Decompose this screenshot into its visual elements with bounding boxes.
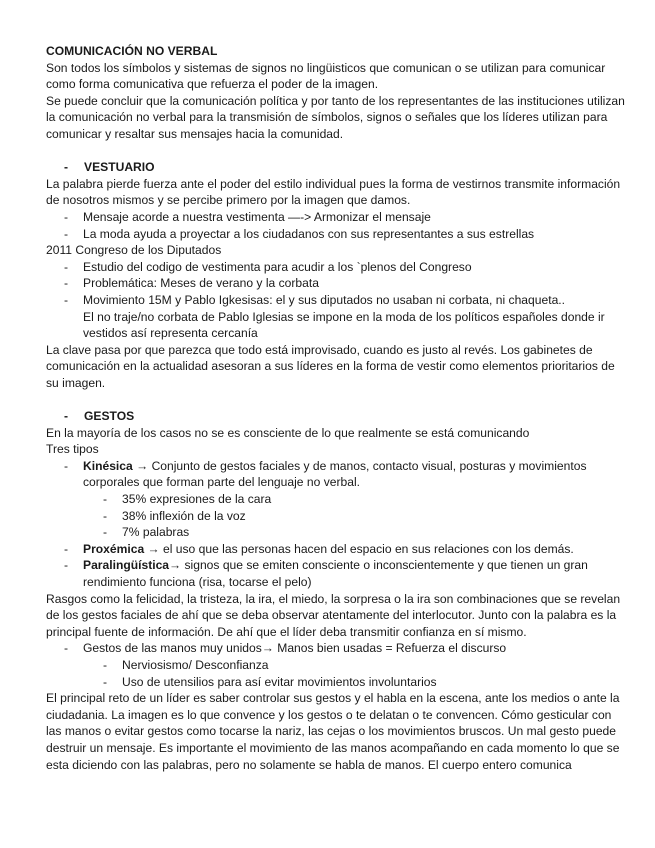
section-heading-vestuario — [46, 159, 626, 176]
vestuario-paragraph-1: La palabra pierde fuerza ante el poder del estilo individual pues la forma de vestirnos transmite información de nosotros mismos y se percibe primero por la imagen que damos. — [46, 176, 621, 208]
heading-text: GESTOS — [84, 409, 135, 424]
list-item — [46, 292, 626, 309]
sub-list-item — [46, 508, 626, 525]
spacer — [46, 391, 626, 408]
list-item-proxemica — [46, 541, 626, 558]
list-dash: - — [103, 525, 108, 540]
list-dash: - — [64, 259, 69, 274]
term-kinesica: Kinésica — [83, 458, 133, 473]
list-dash: - — [64, 541, 69, 556]
sub-list-item — [46, 491, 626, 508]
gestos-paragraph-1: En la mayoría de los casos no se es consciente de lo que realmente se está comunicando — [46, 425, 530, 440]
list-dash: - — [64, 558, 69, 573]
list-item-text: Movimiento 15M y Pablo Igkesisas: el y sus diputados no usaban ni corbata, ni chaqueta.. — [83, 292, 566, 307]
term-paralinguistica: Paralingüística→ — [83, 558, 182, 573]
sub-list-item-text: Uso de utensilios para así evitar movimientos involuntarios — [122, 674, 437, 689]
list-item — [46, 275, 626, 292]
term-proxemica: Proxémica — [83, 541, 145, 556]
spacer — [46, 143, 626, 160]
list-dash: - — [64, 226, 69, 241]
list-item — [46, 209, 626, 226]
sub-list-item — [46, 657, 626, 674]
list-dash: - — [64, 276, 69, 291]
definition-paralinguistica: signos que se emiten consciente o inconscientemente y que tienen un gran rendimiento funciona (risa, tocarse el pelo) — [83, 558, 588, 589]
vestuario-year-line: 2011 Congreso de los Diputados — [46, 243, 222, 258]
list-item-text: Gestos de las manos muy unidos→ Manos bien usadas = Refuerza el discurso — [83, 641, 507, 656]
sub-list-item — [46, 674, 626, 691]
list-item-continuation: El no traje/no corbata de Pablo Iglesias se impone en la moda de los políticos españoles donde ir vestidos así representa cercanía — [83, 309, 605, 341]
list-item-kinesica — [46, 458, 626, 491]
list-dash: - — [103, 492, 108, 507]
section-heading-gestos — [46, 408, 626, 425]
list-dash: - — [64, 160, 69, 175]
gestos-tipos-label: Tres tipos — [46, 442, 99, 457]
gestos-paragraph-3: El principal reto de un líder es saber controlar sus gestos y el habla en la escena, ante los medios o ante la ciudadania. La imagen es lo que convence y los gestos o te delatan o te convencen. Cómo gesticular con las manos o evitar gestos como tocarse la nariz, las cejas o los movimientos bruscos. Un mal gesto puede destruir un mensaje. Es importante el movimiento de las manos acompañando en cada momento lo que se esta diciendo con las palabras, pero no solamente se habla de manos. El cuerpo entero comunica — [46, 691, 620, 772]
intro-paragraph-2: Se puede concluir que la comunicación política y por tanto de los representantes de las instituciones utilizan la comunicación no verbal para la transmisión de símbolos, signos o señales que los líderes utilizan para comunicar y resaltar sus mensajes hacia la comunidad. — [46, 93, 625, 141]
intro-paragraph-1: Son todos los símbolos y sistemas de signos no lingüisticos que comunican o se utilizan para comunicar como forma comunicativa que refuerza el poder de la imagen. — [46, 60, 606, 92]
sub-list-item-text: 7% palabras — [122, 525, 190, 540]
document-title: COMUNICACIÓN NO VERBAL — [46, 44, 218, 58]
list-item-paralinguistica — [46, 557, 626, 590]
list-item-text: Problemática: Meses de verano y la corbata — [83, 276, 319, 291]
vestuario-paragraph-2: La clave pasa por que parezca que todo está improvisado, cuando es justo al revés. Los gabinetes de comunicación en la actualidad asesoran a sus líderes en la forma de vestir como elementos prioritarios de su imagen. — [46, 342, 615, 390]
list-item-text: La moda ayuda a proyectar a los ciudadanos con sus representantes a sus estrellas — [83, 226, 535, 241]
definition-kinesica: → Conjunto de gestos faciales y de manos, contacto visual, posturas y movimientos corporales que forman parte del lenguaje no verbal. — [83, 458, 587, 490]
list-item — [46, 259, 626, 276]
list-item — [46, 226, 626, 243]
sub-list-item-text: 38% inflexión de la voz — [122, 508, 246, 523]
heading-text: VESTUARIO — [84, 160, 155, 175]
list-dash: - — [103, 657, 108, 672]
list-item-text: Estudio del codigo de vestimenta para acudir a los `plenos del Congreso — [83, 259, 472, 274]
list-dash: - — [64, 458, 69, 473]
list-item — [46, 640, 626, 657]
list-dash: - — [103, 508, 108, 523]
document-content — [46, 43, 626, 773]
list-dash: - — [64, 292, 69, 307]
sub-list-item-text: 35% expresiones de la cara — [122, 492, 272, 507]
sub-list-item — [46, 524, 626, 541]
list-dash: - — [64, 209, 69, 224]
list-item-text: Mensaje acorde a nuestra vestimenta —-> Armonizar el mensaje — [83, 209, 431, 224]
list-dash: - — [103, 674, 108, 689]
gestos-paragraph-2: Rasgos como la felicidad, la tristeza, la ira, el miedo, la sorpresa o la ira son combinaciones que se revelan de los gestos faciales de ahí que se deba observar atentamente del interlocutor. Junto con la palabra es la principal fuente de información. De ahí que el líder deba transmitir confianza en sí mismo. — [46, 591, 621, 639]
list-dash: - — [64, 641, 69, 656]
list-dash: - — [64, 409, 69, 424]
sub-list-item-text: Nerviosismo/ Desconfianza — [122, 657, 269, 672]
definition-proxemica: → el uso que las personas hacen del espacio en sus relaciones con los demás. — [144, 541, 574, 556]
